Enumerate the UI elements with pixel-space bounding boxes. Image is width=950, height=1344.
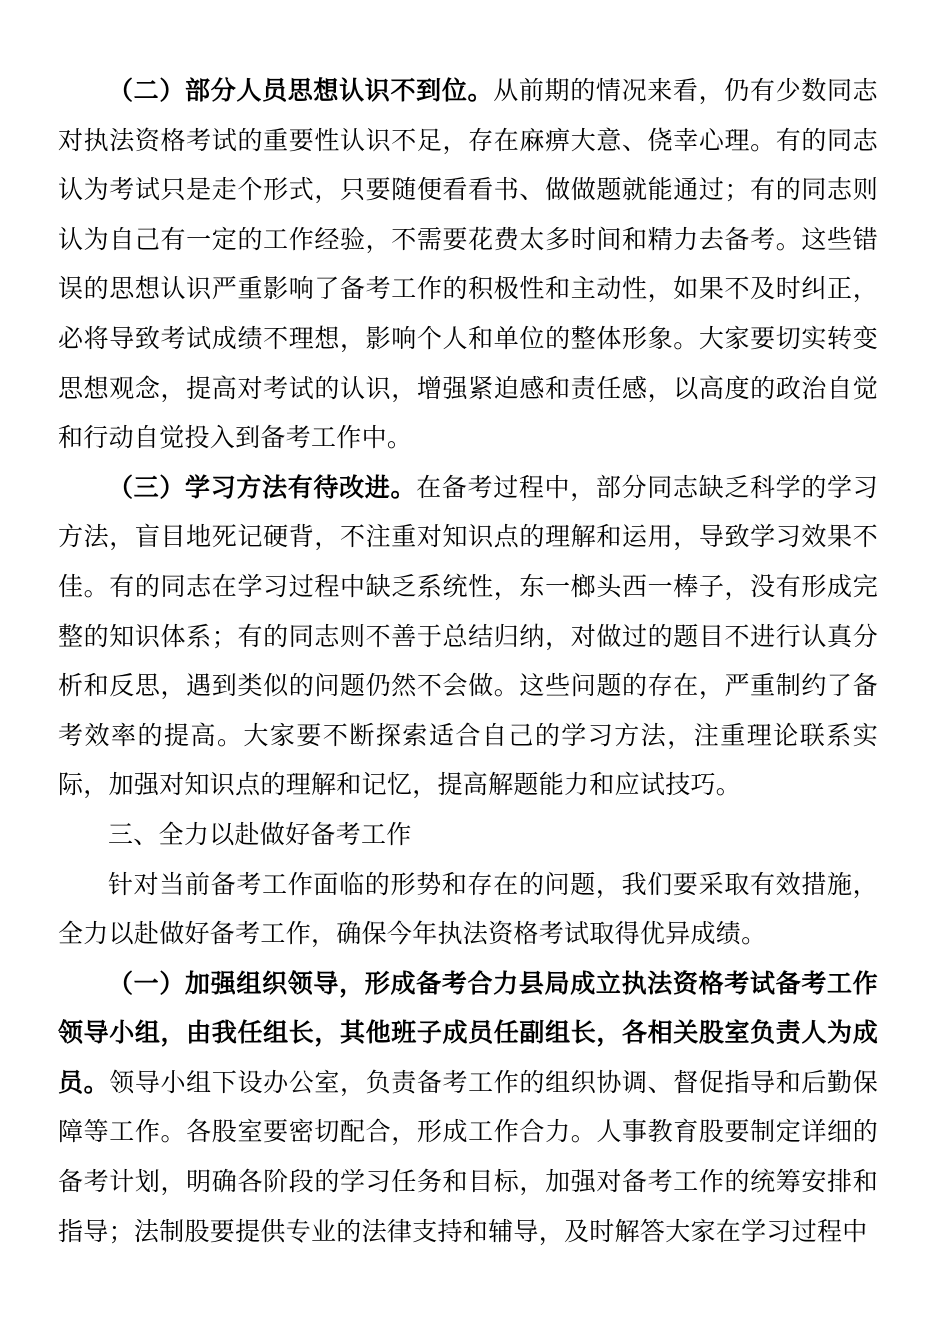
paragraph-text: 在备考过程中，部分同志缺乏科学的学习方法，盲目地死记硬背，不注重对知识点的理解和运用，导致学习效果不佳。有的同志在学习过程中缺乏系统性，东一榔头西一棒子，没有形成完整的知识体系；有的同志则不善于总结归纳，对做过的题目不进行认真分析和反思，遇到类似的问题仍然不会做。这些问题的存在，严重制约了备考效率的提高。大家要不断探索适合自己的学习方法，注重理论联系实际，加强对知识点的理解和记忆，提高解题能力和应试技巧。 <box>58 472 878 800</box>
paragraph-lead: （一）加强组织领导，形成备考合力县局成立执法资格考试备考工作领导小组，由我任组长，其他班子成员任副组长，各相关股室负责人为成员。 <box>58 968 878 1097</box>
paragraph-lead: （二）部分人员思想认识不到位。 <box>108 76 494 105</box>
paragraph-text: 从前期的情况来看，仍有少数同志对执法资格考试的重要性认识不足，存在麻痹大意、侥幸心理。有的同志认为考试只是走个形式，只要随便看看书、做做题就能通过；有的同志则认为自己有一定的工作经验，不需要花费太多时间和精力去备考。这些错误的思想认识严重影响了备考工作的积极性和主动性，如果不及时纠正，必将导致考试成绩不理想，影响个人和单位的整体形象。大家要切实转变思想观念，提高对考试的认识，增强紧迫感和责任感，以高度的政治自觉和行动自觉投入到备考工作中。 <box>58 76 878 453</box>
paragraph-lead: （三）学习方法有待改进。 <box>108 472 417 502</box>
paragraph-leadership <box>58 959 878 1257</box>
paragraph-text: 针对当前备考工作面临的形势和存在的问题，我们要采取有效措施，全力以赴做好备考工作，确保今年执法资格考试取得优异成绩。 <box>58 869 878 949</box>
paragraph-thoughts <box>58 66 878 463</box>
document-body <box>58 66 878 1256</box>
section-heading: 三、全力以赴做好备考工作 <box>108 819 412 849</box>
paragraph-text: 领导小组下设办公室，负责备考工作的组织协调、督促指导和后勤保障等工作。各股室要密切配合，形成工作合力。人事教育股要制定详细的备考计划，明确各阶段的学习任务和目标，加强对备考工作的统筹安排和指导；法制股要提供专业的法律支持和辅导，及时解答大家在学习过程中 <box>58 1067 878 1246</box>
paragraph-intro <box>58 860 878 959</box>
paragraph-methods <box>58 463 878 810</box>
